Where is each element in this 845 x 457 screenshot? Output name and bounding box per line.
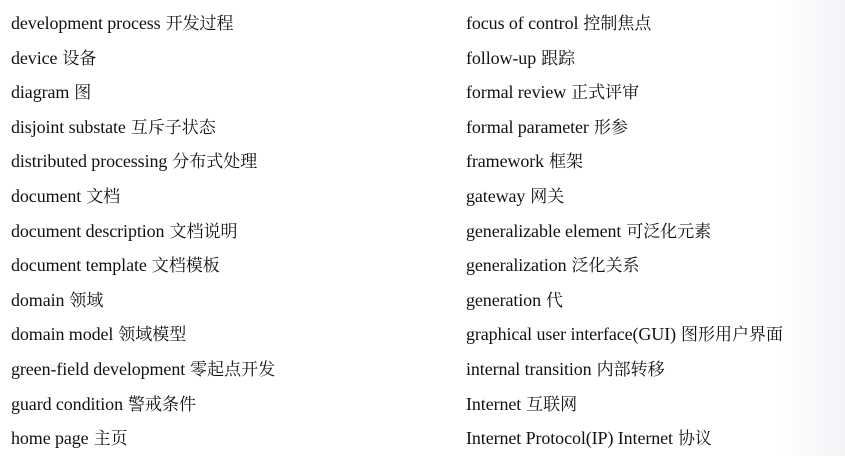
glossary-entry xyxy=(466,179,841,214)
term-english: document xyxy=(11,185,82,206)
term-english: guard condition xyxy=(11,393,123,414)
glossary-entry xyxy=(11,144,451,179)
term-english: green-field development xyxy=(11,358,186,379)
glossary-entry xyxy=(11,6,451,41)
term-english: distributed processing xyxy=(11,151,168,172)
term-chinese: 网关 xyxy=(530,186,565,207)
term-english: generalizable element xyxy=(466,220,622,241)
glossary-entry xyxy=(466,248,841,283)
term-english: diagram xyxy=(11,82,70,103)
term-chinese: 控制焦点 xyxy=(583,14,652,34)
term-chinese: 可泛化元素 xyxy=(626,221,712,242)
term-english: focus of control xyxy=(466,13,579,33)
term-chinese: 开发过程 xyxy=(165,14,234,34)
glossary-entry xyxy=(466,387,841,422)
term-chinese: 文档模板 xyxy=(151,256,220,277)
term-english: formal review xyxy=(466,82,567,103)
term-english: device xyxy=(11,47,58,68)
glossary-entry xyxy=(11,317,451,352)
term-chinese: 协议 xyxy=(677,429,712,450)
glossary-entry xyxy=(11,110,451,145)
glossary-entry xyxy=(466,317,841,352)
term-chinese: 文档 xyxy=(86,186,121,207)
term-chinese: 形参 xyxy=(593,117,628,138)
term-chinese: 分布式处理 xyxy=(172,152,258,173)
glossary-right-column xyxy=(466,6,841,456)
term-chinese: 图 xyxy=(74,83,92,104)
term-chinese: 文档说明 xyxy=(169,221,238,242)
glossary-entry xyxy=(466,6,841,41)
term-chinese: 内部转移 xyxy=(596,359,665,380)
glossary-entry xyxy=(466,283,841,318)
term-english: Internet Protocol(IP) Internet xyxy=(466,428,673,449)
term-english: home page xyxy=(11,428,89,449)
term-english: formal parameter xyxy=(466,116,589,137)
term-chinese: 框架 xyxy=(549,152,584,173)
term-chinese: 跟踪 xyxy=(541,48,576,69)
glossary-entry xyxy=(11,421,451,456)
glossary-entry xyxy=(466,352,841,387)
term-chinese: 泛化关系 xyxy=(571,256,640,277)
glossary-entry xyxy=(11,352,451,387)
term-english: disjoint substate xyxy=(11,116,126,137)
term-chinese: 警戒条件 xyxy=(127,394,196,415)
term-english: generation xyxy=(466,289,541,310)
term-english: follow-up xyxy=(466,47,537,68)
glossary-entry xyxy=(11,75,451,110)
glossary-entry xyxy=(466,41,841,76)
term-english: internal transition xyxy=(466,358,592,379)
term-chinese: 领域 xyxy=(69,290,104,311)
term-english: domain model xyxy=(11,324,114,345)
term-chinese: 零起点开发 xyxy=(190,359,276,380)
term-chinese: 互联网 xyxy=(526,394,578,415)
glossary-entry xyxy=(11,387,451,422)
term-english: Internet xyxy=(466,393,522,414)
term-english: graphical user interface(GUI) xyxy=(466,324,676,345)
glossary-entry xyxy=(11,248,451,283)
glossary-entry xyxy=(11,179,451,214)
term-chinese: 图形用户界面 xyxy=(680,325,783,346)
glossary-entry xyxy=(11,283,451,318)
term-english: generalization xyxy=(466,255,567,276)
glossary-entry xyxy=(466,421,841,456)
term-chinese: 主页 xyxy=(93,429,128,450)
term-english: document template xyxy=(11,255,147,276)
term-english: document description xyxy=(11,220,165,241)
glossary-entry xyxy=(466,214,841,249)
glossary-entry xyxy=(11,214,451,249)
glossary-entry xyxy=(11,41,451,76)
term-chinese: 互斥子状态 xyxy=(130,117,216,138)
term-chinese: 领域模型 xyxy=(118,325,187,346)
glossary-entry xyxy=(466,144,841,179)
term-english: gateway xyxy=(466,185,526,206)
glossary-entry xyxy=(466,110,841,145)
term-chinese: 设备 xyxy=(62,48,97,69)
glossary-entry xyxy=(466,75,841,110)
glossary-left-column xyxy=(11,6,451,456)
term-chinese: 代 xyxy=(545,290,563,311)
term-chinese: 正式评审 xyxy=(571,83,640,104)
term-english: framework xyxy=(466,151,545,172)
term-english: development process xyxy=(11,13,161,33)
term-english: domain xyxy=(11,289,65,310)
